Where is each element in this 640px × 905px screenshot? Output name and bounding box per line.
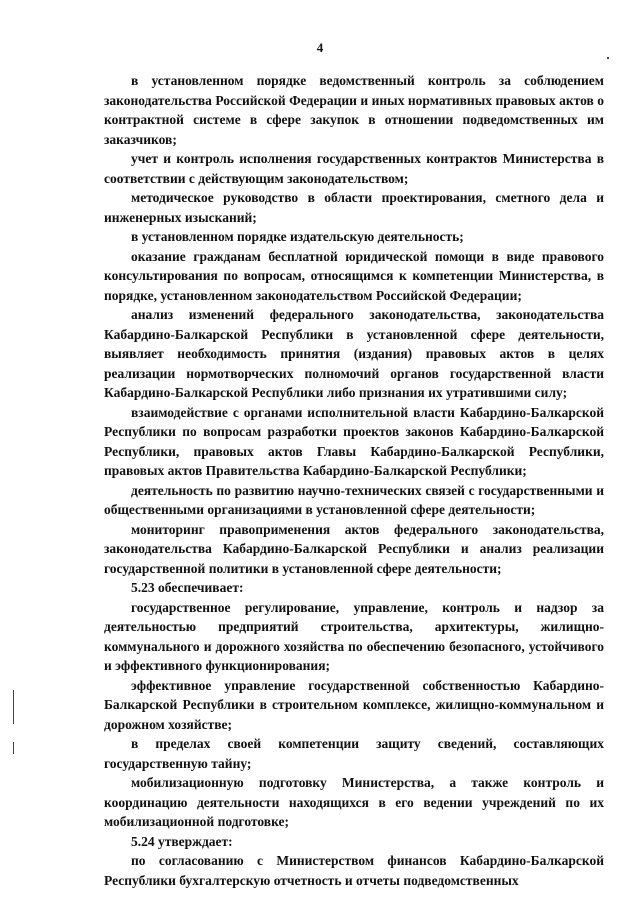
paragraph: оказание гражданам бесплатной юридической помощи в виде правового консультирования по вопросам, относящимся к компетенции Министерства, в порядке, установленном законодательством Российской Федерации; bbox=[104, 248, 604, 303]
paragraph: взаимодействие с органами исполнительной власти Кабардино-Балкарской Республики по вопросам разработки проектов законов Кабардино-Балкарской Республики, правовых актов Главы Кабардино-Балкарской Республики, правовых актов Правительства Кабардино-Балкарской Республики; bbox=[104, 404, 604, 478]
paragraph: методическое руководство в области проектирования, сметного дела и инженерных изысканий; bbox=[104, 190, 604, 225]
paragraph: в установленном порядке издательскую деятельность; bbox=[131, 229, 464, 244]
section-heading: 5.23 обеспечивает: bbox=[131, 580, 244, 595]
document-body bbox=[104, 71, 604, 890]
paragraph: по согласованию с Министерством финансов Кабардино-Балкарской Республики бухгалтерскую отчетность и отчеты подведомственных bbox=[104, 853, 604, 888]
section-heading: 5.24 утверждает: bbox=[131, 833, 233, 849]
paragraph: деятельность по развитию научно-технических связей с государственными и общественными организациями в установленной сфере деятельности; bbox=[104, 482, 604, 517]
page-number: 4 bbox=[316, 40, 324, 55]
paragraph: учет и контроль исполнения государственных контрактов Министерства в соответствии с действующим законодательством; bbox=[104, 151, 604, 186]
paragraph: анализ изменений федерального законодательства, законодательства Кабардино-Балкарской Республики в установленной сфере деятельности, выявляет необходимость принятия (издания) правовых актов в целях реализации нормотворческих полномочий органов государственной власти Кабардино-Балкарской Республики либо признания их утратившими силу; bbox=[104, 307, 604, 400]
scan-artifact bbox=[13, 690, 14, 724]
scan-artifact bbox=[13, 742, 14, 754]
scan-artifact bbox=[607, 57, 609, 59]
paragraph: эффективное управление государственной собственностью Кабардино-Балкарской Республики в строительном комплексе, жилищно-коммунальном и дорожном хозяйстве; bbox=[104, 677, 604, 732]
paragraph: мобилизационную подготовку Министерства, а также контроль и координацию деятельности находящихся в его ведении учреждений по их мобилизационной подготовке; bbox=[104, 775, 604, 829]
paragraph: в пределах своей компетенции защиту сведений, составляющих государственную тайну; bbox=[104, 736, 604, 771]
paragraph: мониторинг правоприменения актов федерального законодательства, законодательства Кабардино-Балкарской Республики и анализ реализации государственной политики в установленной сфере деятельности; bbox=[104, 521, 604, 576]
paragraph: в установленном порядке ведомственный контроль за соблюдением законодательства Российской Федерации и иных нормативных правовых актов о контрактной системе в сфере закупок в отношении подведомственных им заказчиков; bbox=[104, 73, 604, 147]
paragraph: государственное регулирование, управление, контроль и надзор за деятельностью предприятий строительства, архитектуры, жилищно-коммунального и дорожного хозяйства по обеспечению безопасного, устойчивого и эффективного функционирования; bbox=[104, 599, 604, 673]
